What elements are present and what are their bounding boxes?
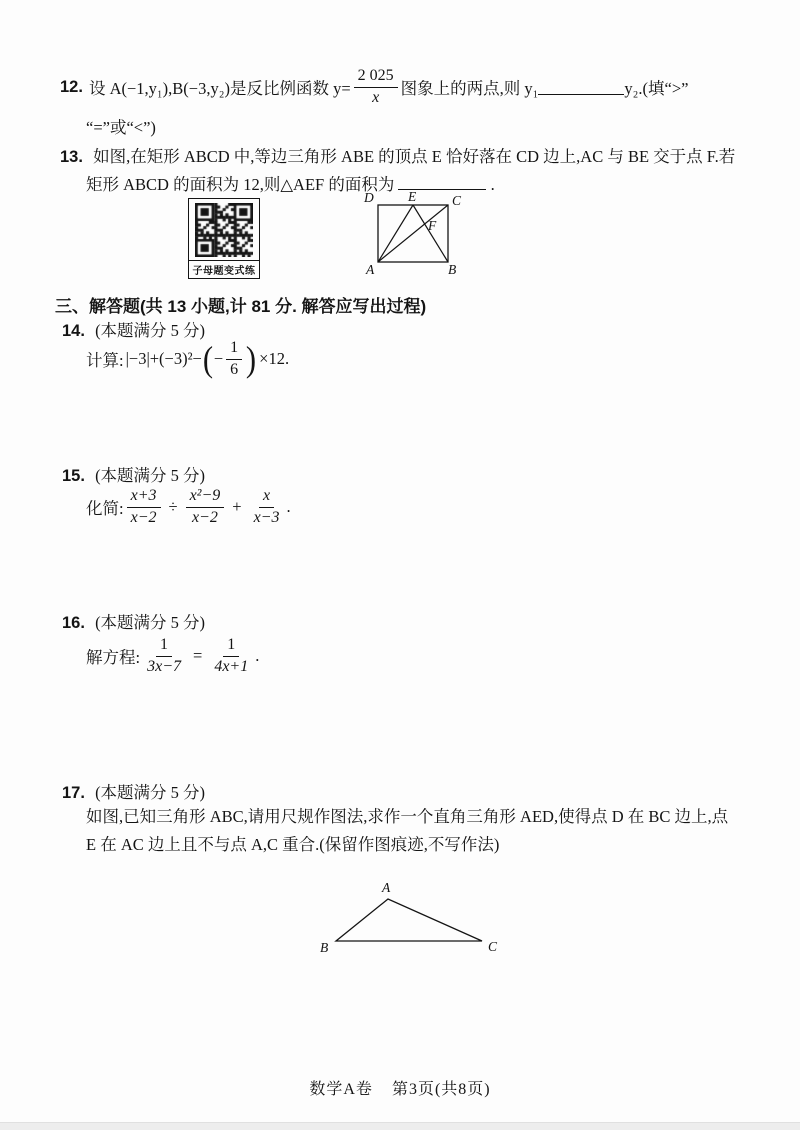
- fraction-2: [186, 487, 225, 527]
- question-15-score: (本题满分 5 分): [95, 466, 206, 485]
- question-16-score: (本题满分 5 分): [95, 613, 206, 632]
- question-14-formula: [86, 336, 289, 382]
- question-14-number: 14.: [62, 322, 85, 340]
- segment-BE: [413, 205, 448, 262]
- fraction-denominator: x−2: [191, 508, 218, 526]
- inner-minus: −: [213, 349, 224, 368]
- question-15-number: 15.: [62, 467, 85, 485]
- fraction-2: [210, 636, 252, 676]
- formula-label: 解方程:: [86, 648, 141, 667]
- fraction-numerator: x²−9: [186, 487, 225, 507]
- fraction-denominator: x−2: [130, 508, 157, 526]
- fraction-denominator: x−3: [253, 508, 280, 526]
- footer-page-number: 第3页(共8页): [391, 1081, 491, 1098]
- question-17-line2: E 在 AC 边上且不与点 A,C 重合.(保留作图痕迹,不写作法): [86, 835, 500, 854]
- fraction-1: [143, 636, 185, 676]
- paren-close: ): [246, 338, 257, 379]
- question-15-header: [62, 462, 205, 486]
- question-12-text-end: y₂.(填“>”: [624, 79, 689, 98]
- fraction-3: [250, 487, 284, 527]
- formula-part-a: |−3|+(−3)²−: [125, 349, 202, 368]
- segment-AE: [378, 205, 413, 262]
- vertex-label-D: D: [364, 190, 374, 205]
- fraction-numerator: 2 025: [354, 67, 398, 87]
- section-3-title: 三、解答题(共 13 小题,计 81 分. 解答应写出过程): [55, 297, 427, 316]
- plus-operator: +: [232, 497, 242, 516]
- paren-open: (: [202, 338, 213, 379]
- question-15-formula: [86, 484, 291, 530]
- qr-code-pattern: [195, 203, 253, 257]
- formula-label: 化简:: [86, 499, 124, 518]
- fraction-denominator: x: [372, 88, 380, 106]
- question-13-text-line2-period: .: [490, 175, 495, 194]
- figure-triangle-abc: [300, 875, 520, 960]
- fraction-1-over-6: [226, 339, 242, 379]
- question-13-line1: [60, 143, 735, 171]
- fraction-numerator: 1: [223, 636, 239, 656]
- fraction-denominator: 4x+1: [214, 657, 249, 675]
- formula-period: .: [286, 497, 291, 516]
- fraction-denominator: 6: [230, 360, 239, 378]
- figure-rectangle-abcd: [358, 188, 492, 285]
- fraction-numerator: x+3: [127, 487, 161, 507]
- question-14-score: (本题满分 5 分): [95, 321, 206, 340]
- footer-exam-name: 数学A卷: [309, 1081, 373, 1098]
- fraction-2025-over-x: [354, 67, 398, 107]
- vertex-label-A: A: [366, 262, 375, 277]
- answer-blank: [538, 80, 624, 95]
- fraction-numerator: 1: [226, 339, 242, 359]
- point-label-F: F: [428, 218, 437, 233]
- question-13-number: 13.: [60, 148, 83, 166]
- vertex-label-B: B: [448, 262, 457, 277]
- question-17-number: 17.: [62, 784, 85, 802]
- page-footer: [0, 1076, 800, 1099]
- question-16-number: 16.: [62, 614, 85, 632]
- qr-code-label: 子母题变式练: [189, 260, 259, 278]
- divide-operator: ÷: [168, 497, 178, 516]
- question-17-score: (本题满分 5 分): [95, 783, 206, 802]
- formula-period: .: [255, 646, 260, 665]
- question-12-line2: “=”或“<”): [86, 118, 156, 137]
- question-12-text-pre: 设 A(−1,y₁),B(−3,y₂)是反比例函数 y=: [88, 79, 351, 98]
- vertex-label-C: C: [452, 193, 462, 208]
- question-13-text-line1: 如图,在矩形 ABCD 中,等边三角形 ABE 的顶点 E 恰好落在 CD 边上,AC 与 BE 交于点 F.若: [93, 147, 736, 166]
- formula-part-b: ×12.: [259, 349, 290, 368]
- question-12-text-mid: 图象上的两点,则 y₁: [400, 79, 539, 98]
- fraction-denominator: 3x−7: [147, 657, 181, 675]
- formula-label: 计算:: [86, 351, 124, 370]
- triangle-outline: [336, 899, 482, 941]
- vertex-label-B: B: [320, 940, 329, 955]
- vertex-label-E: E: [408, 189, 417, 204]
- fraction-numerator: x: [259, 487, 274, 507]
- fraction-numerator: 1: [156, 636, 172, 656]
- question-12-line1: [60, 61, 688, 113]
- question-16-formula: [86, 633, 259, 679]
- vertex-label-A: A: [382, 880, 391, 895]
- question-17-line1: 如图,已知三角形 ABC,请用尺规作图法,求作一个直角三角形 AED,使得点 D 在 BC 边上,点: [86, 807, 729, 826]
- question-17-header: [62, 779, 205, 803]
- equals-operator: =: [193, 646, 203, 665]
- vertex-label-C: C: [488, 939, 498, 954]
- fraction-1: [127, 487, 161, 527]
- segment-AC-diagonal: [378, 205, 448, 262]
- question-12-number: 12.: [60, 77, 83, 96]
- scan-edge-bar: [0, 1122, 800, 1130]
- qr-code-block: [188, 198, 260, 279]
- question-13-text-line2: 矩形 ABCD 的面积为 12,则△AEF 的面积为: [86, 175, 395, 194]
- question-16-header: [62, 609, 205, 633]
